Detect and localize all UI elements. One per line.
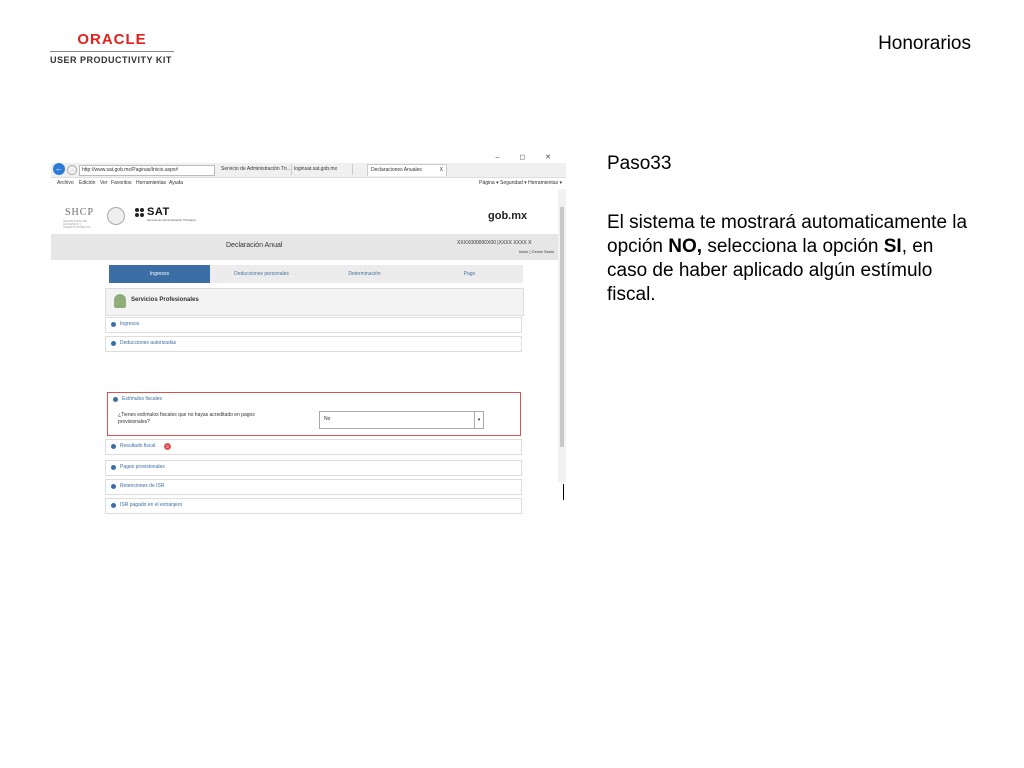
accordion-label: Ingresos [120,321,140,327]
section-title: Servicios Profesionales [131,297,199,303]
menu-ayuda[interactable]: Ayuda [169,180,184,186]
step-tab-deducciones[interactable]: Deducciones personales [234,271,289,277]
browser-tab-sat[interactable]: Servicio de Administración Tri... [218,164,292,175]
collapse-icon[interactable] [113,397,118,402]
scroll-thumb[interactable] [560,207,564,447]
rfc-name: XXXX000000X00 |XXXX XXXX X [457,240,532,246]
window-controls[interactable]: – ◻ ✕ [495,154,560,161]
step-tab-ingresos[interactable]: Ingresos [109,265,210,283]
accordion-label: Deducciones autorizadas [120,340,177,346]
instr-text-3: , en caso de haber aplicado algún estímulo fiscal. [607,236,934,305]
select-value: No [324,416,331,422]
browser-tab-label: Declaraciones Anuales [371,167,422,173]
sat-dots-icon [135,208,145,218]
browser-tab-declaraciones[interactable] [367,164,447,176]
menu-edicion[interactable]: Edición [79,180,96,186]
forward-arrow-icon[interactable]: → [67,165,77,175]
shcp-logo: SHCP [65,207,95,218]
accordion-ingresos[interactable] [105,317,522,333]
instr-text-1: El sistema te mostrará automaticamente la opción [607,212,968,257]
step-number: Paso33 [607,153,672,174]
instr-text-2: selecciona la opción [702,236,884,257]
chevron-down-icon[interactable]: ▾ [474,412,483,428]
sat-word: SAT [147,206,170,218]
logo-subtitle: USER PRODUCTIVITY KIT [50,55,172,65]
instr-bold-si: SI [883,236,902,257]
browser-screenshot [51,152,566,508]
accordion-label: Retenciones de ISR [120,483,165,489]
info-person-icon [114,294,126,308]
declaration-title: Declaración Anual [226,242,283,249]
instr-bold-no: NO, [668,236,703,257]
error-count-badge: 2 [164,443,171,450]
step-tab-pago[interactable]: Pago [463,271,476,277]
oracle-logo-word: ORACLE [77,31,147,48]
browser-tab-login[interactable]: loginsat.sat.gob.mx [291,164,353,175]
menu-archivo[interactable]: Archivo [57,180,74,186]
accordion-label: Resultado fiscal [120,443,156,449]
estimulos-question: ¿Tienes estímulos fiscales que no hayas acreditado en pagos provisionales? [118,412,255,425]
step-tab-determinacion[interactable]: Determinación [348,271,381,277]
oracle-upk-logo [50,32,174,65]
national-seal-icon [107,207,125,225]
accordion-deducciones[interactable] [105,336,522,352]
sat-header [51,189,558,233]
sat-page [51,189,558,508]
estimulos-select[interactable] [319,411,484,429]
accordion-label[interactable]: Estímulos fiscales [122,396,163,402]
session-links[interactable]: Inicio | Cerrar Sesió [519,249,555,254]
browser-titlebar [51,152,566,163]
browser-address-bar [51,163,566,178]
accordion-label: Pagos provisionales [120,464,165,470]
section-header [105,288,524,316]
expand-icon [111,484,116,489]
expand-icon [111,341,116,346]
url-field[interactable]: http://www.sat.gob.mx/Paginas/Inicio.aspx# [79,165,215,176]
gobmx-logo[interactable]: gob.mx [488,210,528,222]
accordion-retenciones[interactable] [105,479,522,495]
step-instructions [607,211,977,307]
logo-divider [50,51,174,52]
wizard-steps [109,265,523,283]
menu-favoritos[interactable]: Favoritos [111,180,132,186]
vertical-scrollbar[interactable] [558,189,566,482]
accordion-pagos[interactable] [105,460,522,476]
command-bar-tools[interactable]: Página ▾ Seguridad ▾ Herramientas ▾ [479,180,562,186]
sat-subtitle: Servicio de Administración Tributaria [147,218,196,222]
shcp-subtitle: SECRETARÍA DE HACIENDA Y CRÉDITO PÚBLICO [63,219,91,229]
text-cursor [563,484,564,500]
accordion-isr-extranjero[interactable] [105,498,522,514]
accordion-resultado[interactable] [105,439,522,455]
document-title: Honorarios [878,33,971,54]
menu-herramientas[interactable]: Herramientas [136,180,167,186]
expand-icon [111,444,116,449]
menu-ver[interactable]: Ver [100,180,108,186]
expand-icon [111,503,116,508]
close-tab-icon[interactable]: X [439,167,443,173]
accordion-estimulos [107,392,521,436]
expand-icon [111,465,116,470]
accordion-label: ISR pagado en el extranjero [120,502,183,508]
declaration-bar [51,234,558,260]
back-arrow-icon[interactable]: ← [55,164,63,173]
expand-icon [111,322,116,327]
